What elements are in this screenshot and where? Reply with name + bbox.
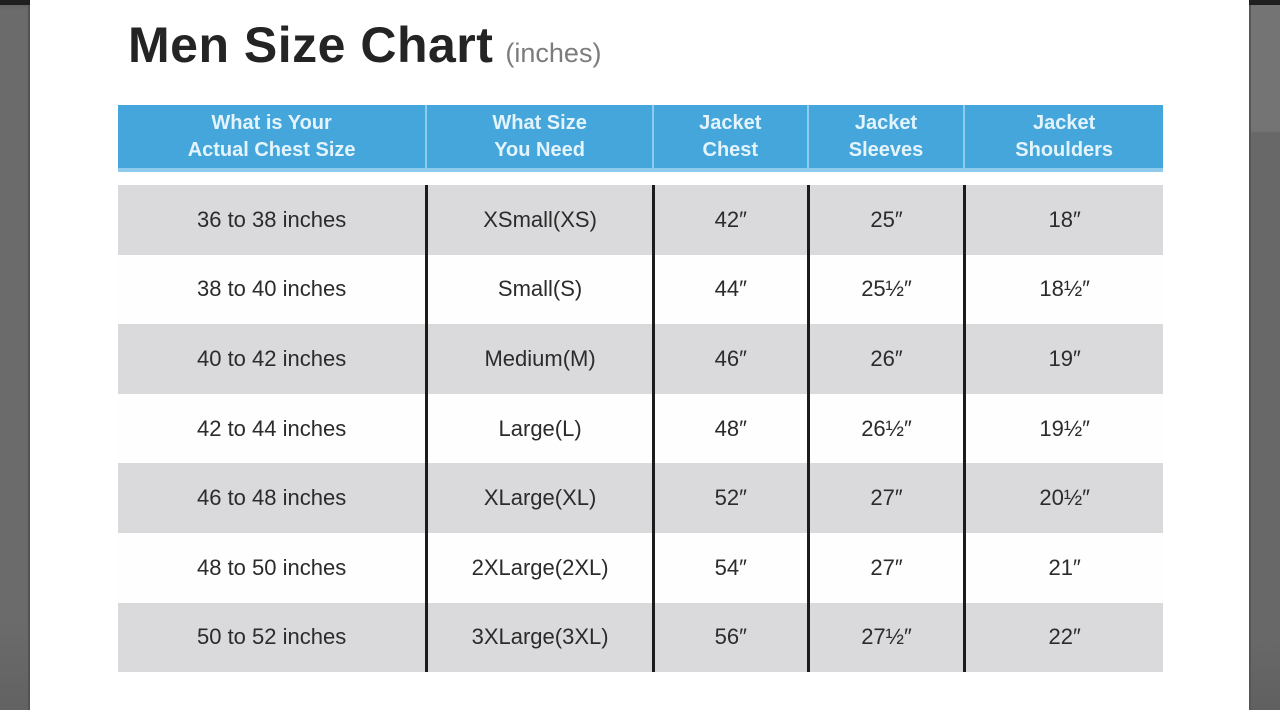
cell-jacket-sleeves: 25½″ (807, 255, 964, 325)
cell-chest-range: 50 to 52 inches (196, 624, 347, 650)
cell-jacket-chest: 46″ (652, 324, 807, 394)
cell-chest-range: 46 to 48 inches (196, 485, 347, 511)
cell-size: Small(S) (425, 255, 652, 325)
header-line: Jacket (854, 111, 918, 134)
cell-chest-range: 36 to 38 inches (196, 206, 347, 232)
header-line: Chest (702, 138, 759, 161)
cell-jacket-shoulders: 22″ (963, 603, 1163, 673)
header-line: Jacket (1033, 111, 1096, 134)
letterbox-bar-top-cap (1249, 0, 1280, 5)
cell-size: XLarge(XL) (425, 463, 652, 533)
header-actual-chest-size (118, 105, 425, 168)
cell-size: Medium(M) (425, 324, 652, 394)
header-line: What Size (492, 111, 587, 134)
header-line: Jacket (699, 111, 762, 134)
header-line: What is Your (211, 111, 332, 134)
cell-jacket-shoulders: 20½″ (963, 463, 1163, 533)
cell-size: 2XLarge(2XL) (425, 533, 652, 603)
header-line: Sleeves (848, 138, 924, 161)
cell-jacket-sleeves: 26½″ (807, 394, 964, 464)
cell-jacket-chest: 56″ (652, 603, 807, 673)
cell-jacket-chest: 44″ (652, 255, 807, 325)
letterbox-bar-top-cap (0, 0, 30, 5)
cell-jacket-chest: 52″ (652, 463, 807, 533)
page-title-main: Men Size Chart (128, 17, 494, 73)
cell-chest-range: 38 to 40 inches (196, 276, 347, 302)
header-jacket-shoulders (963, 105, 1163, 168)
cell-chest-range: 42 to 44 inches (196, 415, 347, 441)
page-title (128, 16, 601, 74)
cell-jacket-shoulders: 21″ (963, 533, 1163, 603)
table-body (118, 185, 1163, 672)
letterbox-bar-right (1249, 0, 1280, 710)
page-title-units: (inches) (505, 38, 602, 68)
cell-jacket-chest: 48″ (652, 394, 807, 464)
header-jacket-chest (652, 105, 807, 168)
cell-size: XSmall(XS) (425, 185, 652, 255)
cell-chest-range: 48 to 50 inches (196, 554, 347, 580)
cell-jacket-shoulders: 19½″ (963, 394, 1163, 464)
cell-jacket-shoulders: 18″ (963, 185, 1163, 255)
cell-size: 3XLarge(3XL) (425, 603, 652, 673)
cell-size: Large(L) (425, 394, 652, 464)
table-row-2xlarge (118, 533, 1163, 603)
cell-chest-range: 40 to 42 inches (196, 345, 347, 371)
cell-jacket-chest: 42″ (652, 185, 807, 255)
table-row-xlarge (118, 463, 1163, 533)
cell-jacket-shoulders: 19″ (963, 324, 1163, 394)
header-jacket-sleeves (807, 105, 964, 168)
cell-jacket-sleeves: 26″ (807, 324, 964, 394)
table-row-xsmall (118, 185, 1163, 255)
cell-jacket-sleeves: 27″ (807, 533, 964, 603)
table-row-small (118, 255, 1163, 325)
cell-jacket-chest: 54″ (652, 533, 807, 603)
table-row-3xlarge (118, 603, 1163, 673)
cell-jacket-sleeves: 27½″ (807, 603, 964, 673)
header-line: Shoulders (1015, 138, 1114, 161)
header-line: Actual Chest Size (187, 138, 356, 161)
header-line: You Need (494, 138, 585, 161)
cell-jacket-sleeves: 27″ (807, 463, 964, 533)
letterbox-bar-left (0, 0, 30, 710)
cell-jacket-sleeves: 25″ (807, 185, 964, 255)
cell-jacket-shoulders: 18½″ (963, 255, 1163, 325)
table-row-medium (118, 324, 1163, 394)
table-row-large (118, 394, 1163, 464)
header-size-you-need (425, 105, 652, 168)
men-size-chart-table (118, 105, 1163, 672)
table-header-row (118, 105, 1163, 172)
